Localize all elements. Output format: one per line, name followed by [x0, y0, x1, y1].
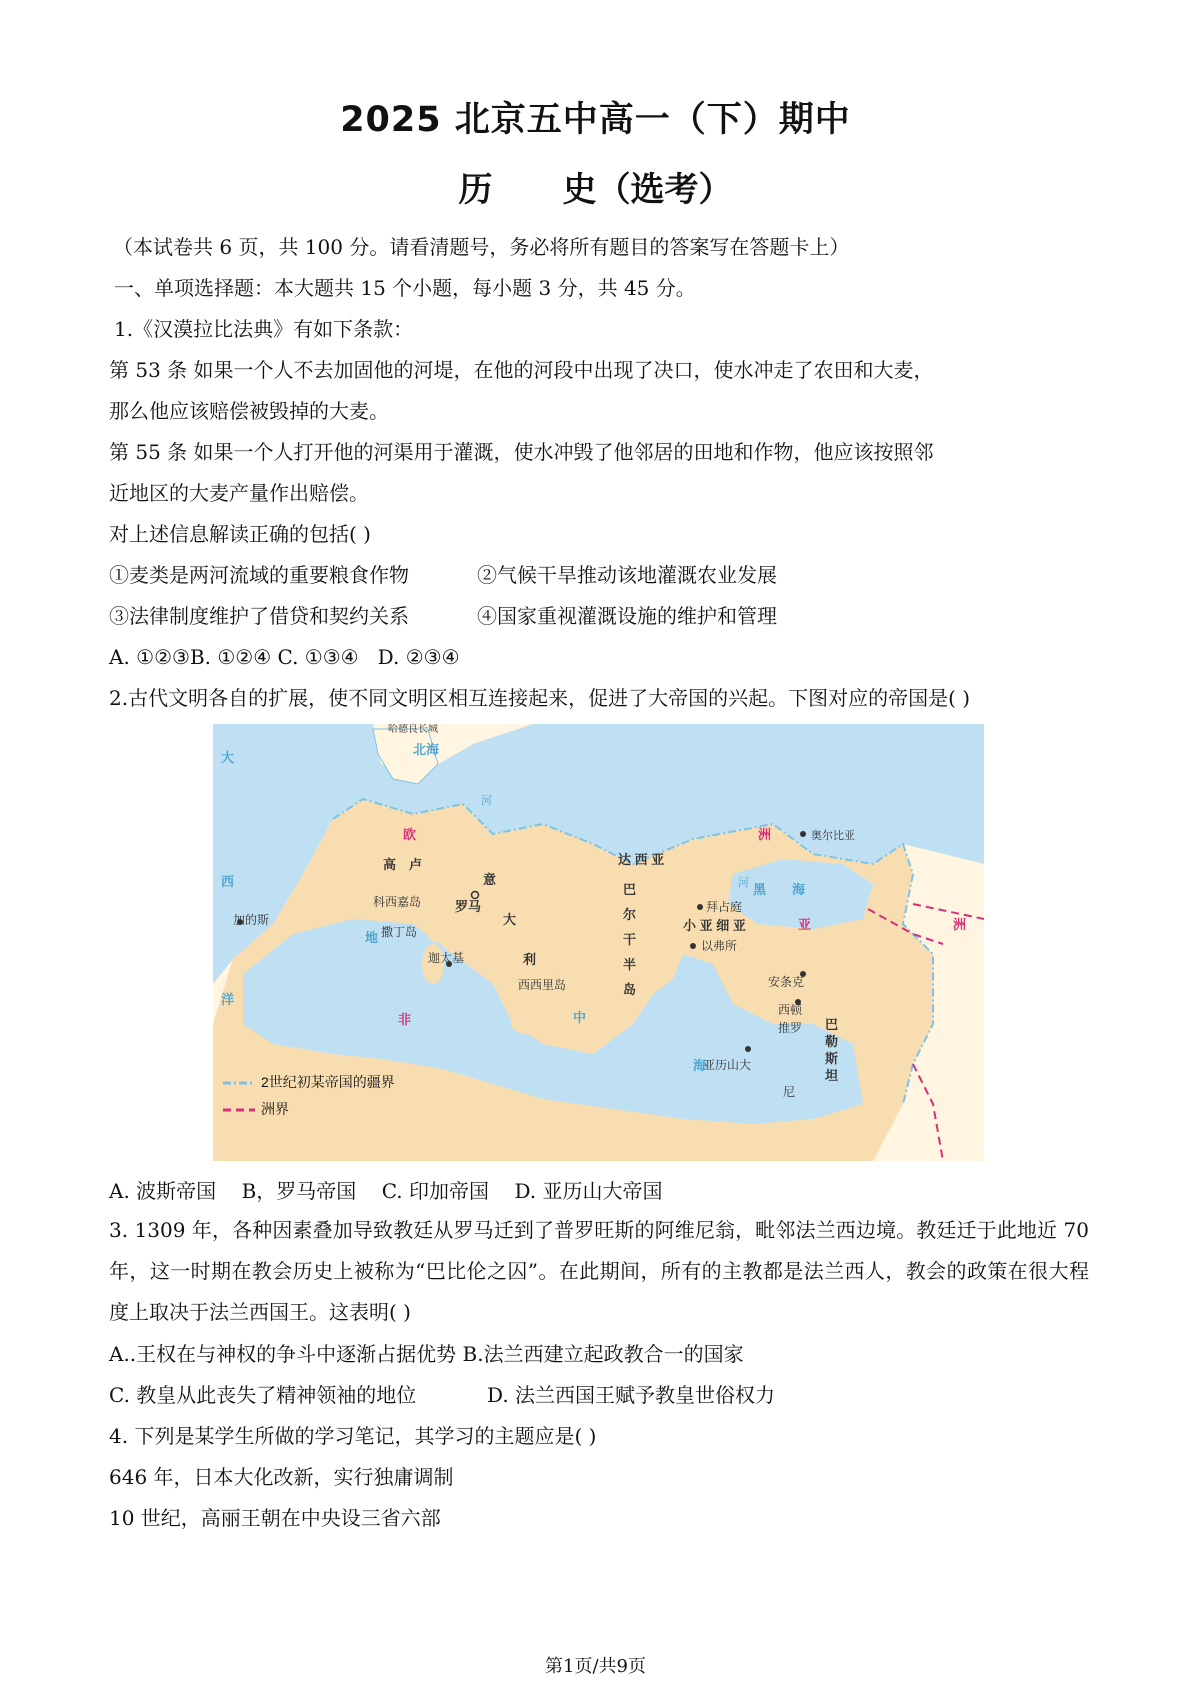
- legend-continent-label: 洲界: [261, 1101, 289, 1117]
- map-label-asia-minor: 小 亚 细 亚: [683, 918, 746, 933]
- map-label-balkan-1: 巴: [623, 882, 637, 897]
- corsica-island: [425, 906, 445, 942]
- roman-empire-map: [213, 724, 984, 1161]
- q1-statement-4: ④国家重视灌溉设施的维护和管理: [477, 604, 777, 628]
- map-label-antioch: 安条克: [768, 975, 805, 989]
- map-label-balkan-4: 半: [623, 957, 637, 972]
- q1-statement-1: ①麦类是两河流域的重要粮食作物: [109, 563, 409, 587]
- subject-part-b: 史（选考）: [562, 170, 733, 210]
- exam-intro: （本试卷共 6 页，共 100 分。请看清题号，务必将所有题目的答案写在答题卡上）: [113, 235, 850, 259]
- q1-statement-2: ②气候干旱推动该地灌溉农业发展: [477, 563, 777, 587]
- olbia-dot: [800, 831, 806, 837]
- q4-stem: 4. 下列是某学生所做的学习笔记，其学习的主题应是( ): [109, 1424, 597, 1448]
- map-label-sardinia: 撒丁岛: [381, 925, 418, 939]
- map-label-carthage: 迦太基: [428, 951, 465, 965]
- q1-clause-53-b: 那么他应该赔偿被毁掉的大麦。: [109, 399, 389, 423]
- legend-border-label: 2世纪初某帝国的疆界: [261, 1074, 395, 1090]
- map-label-river-2: 河: [481, 795, 492, 807]
- map-label-wall: 哈德良长城: [388, 724, 438, 735]
- q1-statement-3: ③法律制度维护了借贷和契约关系: [109, 604, 409, 628]
- map-label-da: 大: [221, 750, 235, 765]
- byzantium-dot: [697, 904, 703, 910]
- map-label-byzantium: 拜占庭: [706, 900, 743, 914]
- map-label-ya: 亚: [798, 917, 812, 932]
- map-label-dacia: 达 西 亚: [618, 852, 665, 867]
- map-label-gaul: 高 卢: [383, 857, 423, 872]
- map-label-ephesus: 以弗所: [701, 939, 738, 953]
- q1-clause-55-a: 第 55 条 如果一个人打开他的河渠用于灌溉，使水冲毁了他邻居的田地和作物，他应该按照邻: [109, 440, 934, 464]
- map-label-palestine-1: 巴: [825, 1017, 839, 1032]
- map-label-ou: 欧: [403, 827, 417, 842]
- q1-question: 对上述信息解读正确的包括( ): [109, 522, 371, 546]
- map-label-rome: 罗马: [455, 899, 482, 914]
- q1-stem: 1.《汉漠拉比法典》有如下条款：: [114, 317, 414, 341]
- map-label-italy-2: 大: [503, 912, 517, 927]
- q1-clause-53-a: 第 53 条 如果一个人不去加固他的河堤，在他的河段中出现了决口，使水冲走了农田和大麦，: [109, 358, 934, 382]
- map-label-black-sea: 黑 海: [753, 882, 806, 897]
- map-label-yang: 洋: [221, 992, 235, 1007]
- map-label-hai: 海: [693, 1058, 707, 1073]
- subject-part-a: 历: [458, 170, 493, 210]
- map-label-di: 地: [365, 930, 379, 945]
- map-label-italy-1: 意: [483, 872, 497, 887]
- map-label-palestine-2: 勒: [825, 1034, 839, 1049]
- q4-note-1: 646 年，日本大化改新，实行独庸调制: [109, 1465, 454, 1489]
- map-label-river-1: 河: [738, 877, 749, 889]
- map-label-fei: 非: [398, 1012, 412, 1027]
- map-label-corsica: 科西嘉岛: [373, 895, 422, 909]
- map-label-north-sea: 北海: [413, 742, 440, 757]
- map-label-balkan-3: 干: [623, 932, 637, 947]
- map-label-zhou2: 洲: [953, 917, 967, 932]
- map-label-tyre: 推罗: [778, 1021, 803, 1035]
- ephesus-dot: [690, 943, 696, 949]
- q3-option-c: C. 教皇从此丧失了精神领袖的地位: [109, 1383, 417, 1407]
- exam-title: 2025 北京五中高一（下）期中: [340, 100, 851, 140]
- map-label-sidon: 西顿: [778, 1003, 803, 1017]
- q1-options: A. ①②③B. ①②④ C. ①③④ D. ②③④: [109, 645, 460, 669]
- map-label-alexandria: 亚历山大: [703, 1058, 752, 1072]
- q2-options: A. 波斯帝国 B，罗马帝国 C. 印加帝国 D. 亚历山大帝国: [109, 1179, 663, 1203]
- sicily-island: [511, 1013, 555, 1035]
- q2-stem: 2.古代文明各自的扩展，使不同文明区相互连接起来，促进了大帝国的兴起。下图对应的帝国是( ): [109, 686, 971, 710]
- map-label-xi: 西: [221, 874, 235, 889]
- q1-clause-55-b: 近地区的大麦产量作出赔偿。: [109, 481, 369, 505]
- map-label-zhou1: 洲: [758, 827, 772, 842]
- alexandria-dot: [745, 1046, 751, 1052]
- map-label-palestine-4: 坦: [825, 1068, 839, 1083]
- q3-text: 3. 1309 年，各种因素叠加导致教廷从罗马迁到了普罗旺斯的阿维尼翁，毗邻法兰西边境。教廷迁于此地近 70 年，这一时期在教会历史上被称为“巴比伦之囚”。在此期间，所有的主教都是法兰西人，教会的政策在很大程度上取决于法兰西国王。这表明( ): [109, 1218, 1089, 1324]
- map-label-nile: 尼: [783, 1085, 796, 1099]
- subject-title: [0, 162, 1191, 211]
- map-label-olbia: 奥尔比亚: [811, 830, 855, 842]
- q3-options-ab: A..王权在与神权的争斗中逐渐占据优势 B.法兰西建立起政教合一的国家: [109, 1342, 744, 1366]
- q3-option-d: D. 法兰西国王赋予教皇世俗权力: [487, 1383, 776, 1407]
- page-footer: 第1页/共9页: [545, 1656, 646, 1677]
- map-label-sicily: 西西里岛: [518, 978, 567, 992]
- map-label-balkan-5: 岛: [623, 982, 637, 997]
- q4-note-2: 10 世纪，高丽王朝在中央设三省六部: [109, 1506, 441, 1530]
- map-label-palestine-3: 斯: [825, 1051, 839, 1066]
- map-label-cadiz: 加的斯: [233, 913, 270, 927]
- map-label-zhong: 中: [573, 1010, 587, 1025]
- section-heading: 一、单项选择题：本大题共 15 个小题，每小题 3 分，共 45 分。: [114, 276, 696, 300]
- map-label-balkan-2: 尔: [623, 907, 637, 922]
- map-label-italy-3: 利: [523, 952, 537, 967]
